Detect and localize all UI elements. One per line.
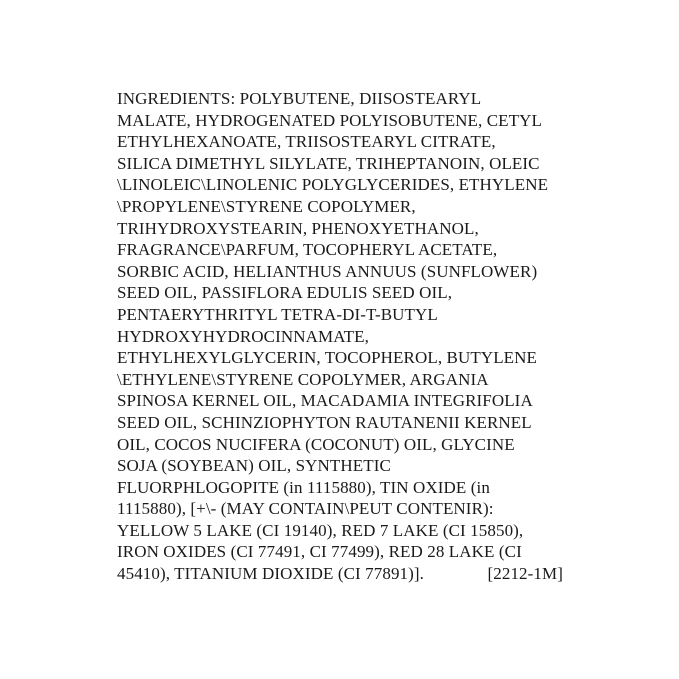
ingredients-line: SPINOSA KERNEL OIL, MACADAMIA INTEGRIFOLIA [117, 391, 533, 411]
ingredients-line: IRON OXIDES (CI 77491, CI 77499), RED 28 LAKE (CI [117, 542, 522, 562]
ingredients-line: ETHYLHEXYLGLYCERIN, TOCOPHEROL, BUTYLENE [117, 348, 538, 368]
ingredients-line: SORBIC ACID, HELIANTHUS ANNUUS (SUNFLOWER) [117, 261, 538, 281]
ingredients-line: 1115880), [+\- (MAY CONTAIN\PEUT CONTENIR): [117, 499, 494, 519]
lot-code: [2212-1M] [487, 564, 563, 584]
ingredients-line: MALATE, HYDROGENATED POLYISOBUTENE, CETYL [117, 110, 543, 130]
ingredients-text [117, 88, 563, 585]
ingredients-line: \ETHYLENE\STYRENE COPOLYMER, ARGANIA [117, 369, 489, 389]
ingredients-line: FRAGRANCE\PARFUM, TOCOPHERYL ACETATE, [117, 240, 498, 260]
ingredients-line: SILICA DIMETHYL SILYLATE, TRIHEPTANOIN, OLEIC [117, 153, 540, 173]
ingredients-line: TRIHYDROXYSTEARIN, PHENOXYETHANOL, [117, 218, 479, 238]
ingredients-line: SEED OIL, PASSIFLORA EDULIS SEED OIL, [117, 283, 453, 303]
ingredients-line: PENTAERYTHRITYL TETRA-DI-T-BUTYL [117, 304, 438, 324]
ingredients-line: \LINOLEIC\LINOLENIC POLYGLYCERIDES, ETHYLENE [117, 175, 549, 195]
ingredients-line: SEED OIL, SCHINZIOPHYTON RAUTANENII KERNEL [117, 412, 532, 432]
ingredients-line: OIL, COCOS NUCIFERA (COCONUT) OIL, GLYCINE [117, 434, 515, 454]
ingredients-line-end: 45410), TITANIUM DIOXIDE (CI 77891)]. [117, 564, 425, 584]
ingredients-line: SOJA (SOYBEAN) OIL, SYNTHETIC [117, 456, 391, 476]
ingredients-line: INGREDIENTS: POLYBUTENE, DIISOSTEARYL [117, 89, 482, 108]
ingredients-line: HYDROXYHYDROCINNAMATE, [117, 326, 370, 346]
ingredients-line: YELLOW 5 LAKE (CI 19140), RED 7 LAKE (CI 15850), [117, 520, 524, 540]
ingredients-line: \PROPYLENE\STYRENE COPOLYMER, [117, 196, 416, 216]
ingredients-line: FLUORPHLOGOPITE (in 1115880), TIN OXIDE (in [117, 477, 490, 497]
ingredients-line: ETHYLHEXANOATE, TRIISOSTEARYL CITRATE, [117, 132, 496, 152]
ingredients-last-line [117, 563, 563, 585]
